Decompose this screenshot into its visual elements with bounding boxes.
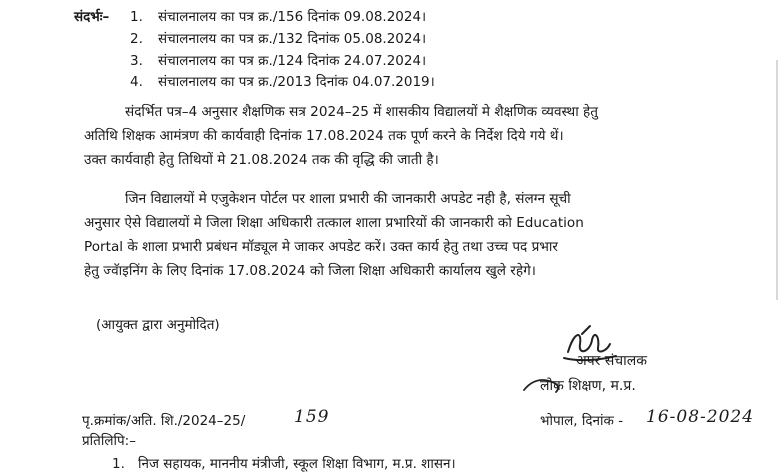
reference-number: 1. [130, 9, 143, 25]
strike-mark [522, 374, 562, 396]
signatory-department: लोक शिक्षण, म.प्र. [540, 378, 636, 394]
reference-number: 4. [130, 74, 143, 90]
signatory-title: अपर संचालक [576, 353, 648, 369]
reference-item: संचालनालय का पत्र क्र./132 दिनांक 05.08.2024। [158, 31, 427, 47]
reference-item: संचालनालय का पत्र क्र./156 दिनांक 09.08.2024। [158, 9, 427, 25]
copy-item-number: 1. [112, 456, 125, 472]
place-date-label: भोपाल, दिनांक - [540, 413, 624, 429]
paragraph-2-line: अनुसार ऐसे विद्यालयों मे जिला शिक्षा अधिकारी तत्काल शाला प्रभारियों की जानकारी को Education [84, 215, 584, 231]
scan-edge [772, 60, 780, 300]
reference-number: 3. [130, 53, 143, 69]
paragraph-2-line: हेतु ज्वॅाइनिंग के लिए दिनांक 17.08.2024 को जिला शिक्षा अधिकारी कार्यालय खुले रहेगे। [84, 263, 536, 279]
paragraph-1-line: संदर्भित पत्र–4 अनुसार शैक्षणिक सत्र 2024–25 में शासकीय विद्यालयों मे शैक्षणिक व्यवस्था हेतु [125, 104, 599, 120]
copy-label: प्रतिलिपि:– [82, 433, 136, 449]
approval-note: (आयुक्त द्वारा अनुमोदित) [96, 317, 220, 333]
reference-item: संचालनालय का पत्र क्र./124 दिनांक 24.07.2024। [158, 53, 427, 69]
references-label: संदर्भः– [74, 9, 110, 25]
date-handwritten: 16-08-2024 [646, 407, 755, 427]
copy-item: निज सहायक, माननीय मंत्रीजी, स्कूल शिक्षा विभाग, म.प्र. शासन। [138, 456, 456, 472]
reference-number: 2. [130, 31, 143, 47]
paragraph-2-line: Portal के शाला प्रभारी प्रबंधन मॉड्यूल मे जाकर अपडेट करें। उक्त कार्य हेतु तथा उच्च पद प्रभार [84, 239, 558, 255]
reference-item: संचालनालय का पत्र क्र./2013 दिनांक 04.07.2019। [158, 74, 435, 90]
paragraph-1-line: उक्त कार्यवाही हेतु तिथियों मे 21.08.2024 तक की वृद्धि की जाती है। [84, 152, 439, 168]
order-number-label: पृ.क्रमांक/अति. शि./2024–25/ [82, 413, 246, 429]
order-number-handwritten: 159 [294, 407, 330, 427]
paragraph-1-line: अतिथि शिक्षक आमंत्रण की कार्यवाही दिनांक 17.08.2024 तक पूर्ण करने के निर्देश दिये गये थें। [84, 128, 564, 144]
paragraph-2-line: जिन विद्यालयों मे एजुकेशन पोर्टल पर शाला प्रभारी की जानकारी अपडेट नही है, संलग्न सूची [125, 191, 571, 207]
